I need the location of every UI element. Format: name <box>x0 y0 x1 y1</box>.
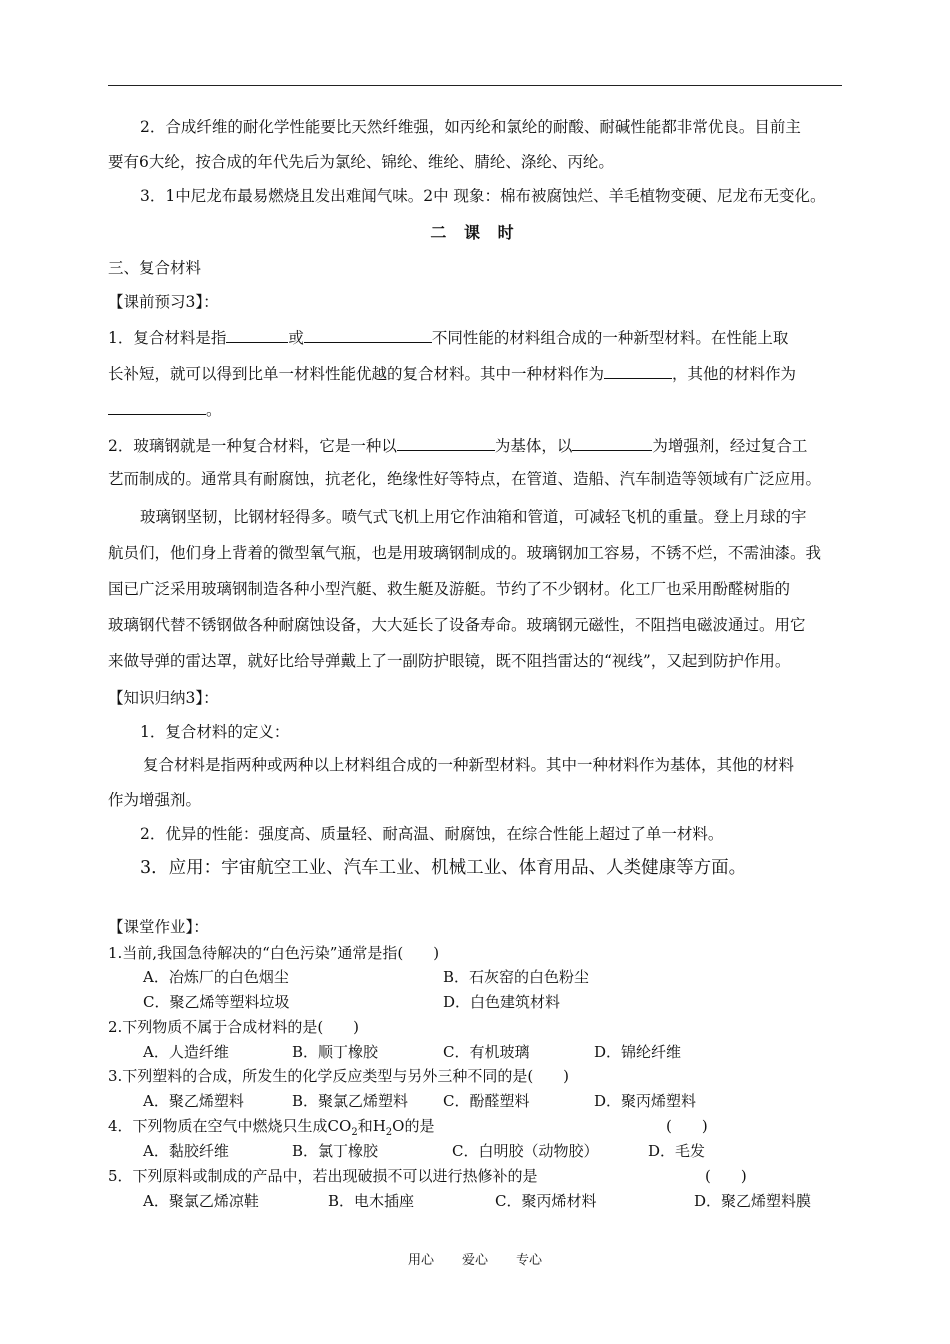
q2-option-c: C．有机玻璃 <box>443 1043 530 1061</box>
summary-definition-line2: 作为增强剂。 <box>108 791 202 809</box>
footer-word: 专心 <box>516 1253 543 1268</box>
q2-text-a: 2．玻璃钢就是一种复合材料，它是一种以 <box>108 437 397 455</box>
summary-label: 【知识归纳3】： <box>108 689 219 707</box>
q4-text-c: O的是 <box>392 1117 435 1135</box>
para-experiment-result: 3．1中尼龙布最易燃烧且发出难闻气味。2中 现象：棉布被腐蚀烂、羊毛植物变硬、尼龙布无变化。 <box>140 187 826 205</box>
frp-para-line: 玻璃钢代替不锈钢做各种耐腐蚀设备，大大延长了设备寿命。玻璃钢元磁性，不阻挡电磁波通过。用它 <box>108 616 806 634</box>
summary-item-2: 2．优异的性能：强度高、质量轻、耐高温、耐腐蚀，在综合性能上超过了单一材料。 <box>140 825 724 843</box>
q1-option-c: C．聚乙烯等塑料垃圾 <box>143 993 290 1011</box>
q2-option-d: D．锦纶纤维 <box>594 1043 682 1061</box>
blank-6 <box>572 434 652 451</box>
lesson-title: 二 课 时 <box>430 223 520 242</box>
blank-2 <box>304 326 432 343</box>
q4-subscript-2: 2 <box>385 1127 393 1138</box>
q4-option-d: D．毛发 <box>648 1142 706 1160</box>
question-4 <box>108 1116 434 1143</box>
q3-option-d: D．聚丙烯塑料 <box>594 1092 697 1110</box>
q5-option-c: C．聚丙烯材料 <box>495 1192 597 1210</box>
q4-option-a: A．黏胶纤维 <box>143 1142 229 1160</box>
q5-option-a: A．聚氯乙烯凉鞋 <box>143 1192 259 1210</box>
blank-4 <box>108 398 206 415</box>
summary-item-1: 1．复合材料的定义： <box>140 723 290 741</box>
heading-composite: 三、复合材料 <box>108 259 202 277</box>
q4-option-b: B．氯丁橡胶 <box>292 1142 379 1160</box>
q4-text-a: 4．下列物质在空气中燃烧只生成CO <box>108 1117 352 1135</box>
question-3: 3.下列塑料的合成，所发生的化学反应类型与另外三种不同的是( ) <box>108 1067 570 1085</box>
preview-q1-line1 <box>108 326 842 348</box>
q2-option-b: B．顺丁橡胶 <box>292 1043 379 1061</box>
summary-item-3: 3．应用：宇宙航空工业、汽车工业、机械工业、体育用品、人类健康等方面。 <box>140 858 747 878</box>
footer-word: 爱心 <box>461 1253 488 1268</box>
q1-option-b: B．石灰窑的白色粉尘 <box>443 968 590 986</box>
q1-text-a: 1．复合材料是指 <box>108 329 227 347</box>
header-rule <box>108 85 842 86</box>
para-synthetic-fiber-line1: 2．合成纤维的耐化学性能要比天然纤维强，如丙纶和氯纶的耐酸、耐碱性能都非常优良。目前主 <box>140 118 801 136</box>
page-footer <box>0 1249 950 1268</box>
para-synthetic-fiber-line2: 要有6大纶，按合成的年代先后为氯纶、锦纶、维纶、腈纶、涤纶、丙纶。 <box>108 153 614 171</box>
preview-q1-line3 <box>108 398 842 420</box>
q1-text-b: 或 <box>288 329 304 347</box>
q3-option-a: A．聚乙烯塑料 <box>143 1092 244 1110</box>
q4-option-c: C．白明胶（动物胶） <box>452 1142 599 1160</box>
preview-q2-line1 <box>108 434 842 456</box>
blank-1 <box>226 326 288 343</box>
q2-text-c: 为增强剂，经过复合工 <box>652 437 808 455</box>
q3-option-b: B．聚氯乙烯塑料 <box>292 1092 409 1110</box>
frp-para-line: 航员们，他们身上背着的微型氧气瓶，也是用玻璃钢制成的。玻璃钢加工容易，不锈不烂，不需油漆。我 <box>108 544 822 562</box>
footer-word: 用心 <box>407 1253 434 1268</box>
blank-5 <box>397 434 495 451</box>
frp-para-line: 国已广泛采用玻璃钢制造各种小型汽艇、救生艇及游艇。节约了不少钢材。化工厂也采用酚醛树脂的 <box>108 580 791 598</box>
q5-option-d: D．聚乙烯塑料膜 <box>694 1192 812 1210</box>
q5-answer-paren: ( ) <box>705 1167 747 1185</box>
q2-text-b: 为基体，以 <box>494 437 573 455</box>
blank-3 <box>604 362 672 379</box>
frp-para-line: 来做导弹的雷达罩，就好比给导弹戴上了一副防护眼镜，既不阻挡雷达的“视线”，又起到防护作用。 <box>108 652 791 670</box>
q1-line3-end: 。 <box>206 401 222 419</box>
q1-text-c: 不同性能的材料组合成的一种新型材料。在性能上取 <box>431 329 789 347</box>
question-2: 2.下列物质不属于合成材料的是( ) <box>108 1018 360 1036</box>
q2-option-a: A．人造纤维 <box>143 1043 229 1061</box>
q4-subscript-1: 2 <box>351 1127 358 1138</box>
preview-label: 【课前预习3】： <box>108 293 219 311</box>
question-5: 5．下列原料或制成的产品中，若出现破损不可以进行热修补的是 <box>108 1167 538 1185</box>
q5-option-b: B．电木插座 <box>328 1192 415 1210</box>
q1-line2-text-a: 长补短，就可以得到比单一材料性能优越的复合材料。其中一种材料作为 <box>108 365 605 383</box>
q1-line2-text-b: ，其他的材料作为 <box>672 365 797 383</box>
homework-label: 【课堂作业】： <box>108 918 209 936</box>
q1-option-a: A．冶炼厂的白色烟尘 <box>143 968 289 986</box>
q4-text-b: 和H <box>357 1117 386 1135</box>
q1-option-d: D．白色建筑材料 <box>443 993 561 1011</box>
preview-q1-line2 <box>108 362 842 384</box>
preview-q2-line2: 艺而制成的。通常具有耐腐蚀，抗老化，绝缘性好等特点，在管道、造船、汽车制造等领域有广泛应用。 <box>108 470 822 488</box>
summary-definition-line1: 复合材料是指两种或两种以上材料组合成的一种新型材料。其中一种材料作为基体，其他的材料 <box>143 756 795 774</box>
q4-answer-paren: ( ) <box>666 1117 708 1135</box>
frp-para-line: 玻璃钢坚韧，比钢材轻得多。喷气式飞机上用它作油箱和管道，可减轻飞机的重量。登上月球的宇 <box>140 508 807 526</box>
q3-option-c: C．酚醛塑料 <box>443 1092 530 1110</box>
question-1: 1.当前,我国急待解决的“白色污染”通常是指( ) <box>108 944 440 962</box>
